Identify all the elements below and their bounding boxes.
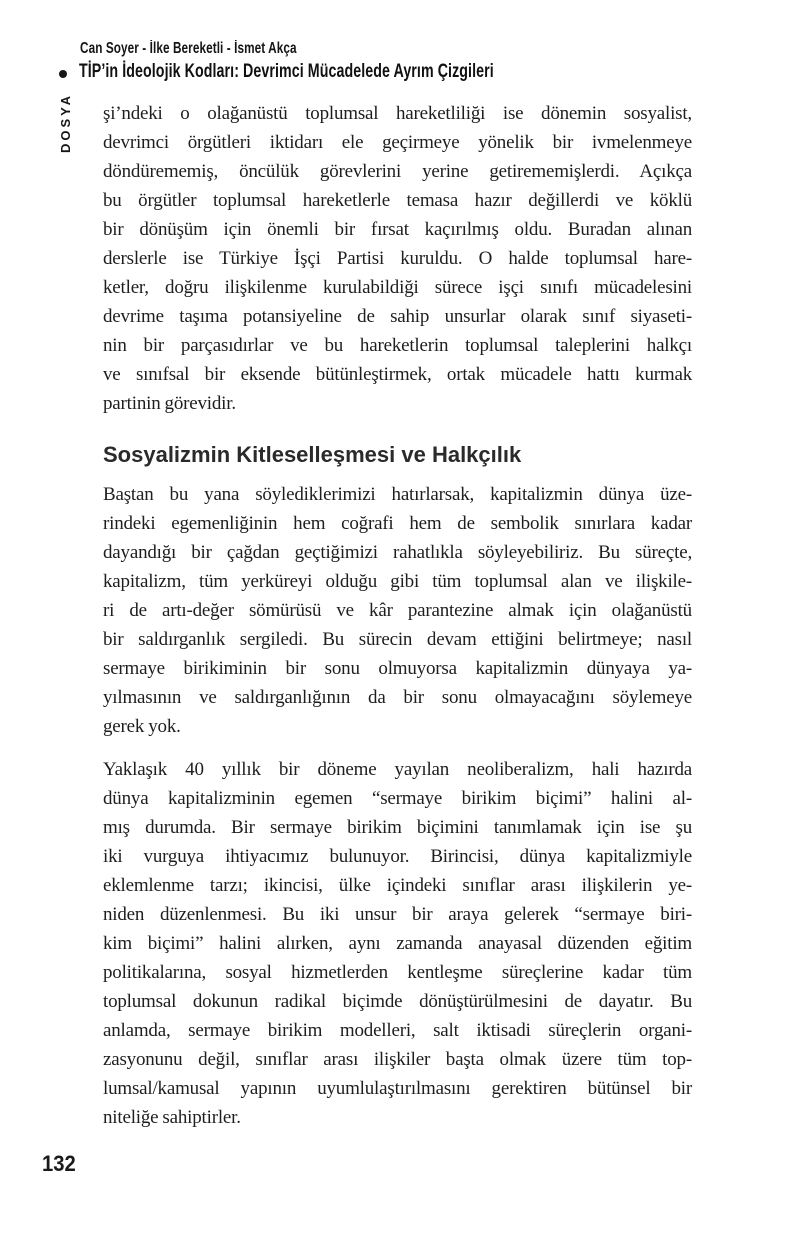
text-line: iki vurguya ihtiyacımız bulunuyor. Birincisi, dünya kapitalizmiyle [103, 846, 692, 867]
text-line: niden düzenlenmesi. Bu iki unsur bir araya gelerek “sermaye biri- [103, 904, 692, 925]
text-line: Yaklaşık 40 yıllık bir döneme yayılan neoliberalizm, hali hazırda [103, 759, 692, 780]
header-authors-row [80, 40, 365, 58]
text-line: toplumsal dokunun radikal biçimde dönüştürülmesini de dayatır. Bu [103, 991, 692, 1012]
text-line: Baştan bu yana söylediklerimizi hatırlarsak, kapitalizmin dünya üze- [103, 484, 692, 505]
header-article-title: TİP’in İdeolojik Kodları: Devrimci Mücadelede Ayrım Çizgileri [79, 60, 494, 82]
text-line: zasyonunu değil, sınıflar arası ilişkiler başta olmak üzere tüm top- [103, 1049, 692, 1070]
text-line: devrime taşıma potansiyeline de sahip unsurlar olarak sınıf siyaseti- [103, 306, 692, 327]
text-line: gerek yok. [103, 716, 181, 737]
page-body [103, 99, 692, 1132]
text-line: kapitalizm, tüm yerküreyi olduğu gibi tüm toplumsal alan ve ilişkile- [103, 571, 692, 592]
text-line: niteliğe sahiptirler. [103, 1107, 241, 1128]
text-line: ri de artı-değer sömürüsü ve kâr parantezine almak için olağanüstü [103, 600, 692, 621]
text-line: derslerle ise Türkiye İşçi Partisi kuruldu. O halde toplumsal hare- [103, 248, 692, 269]
text-line: devrimci örgütleri iktidarı ele geçirmeye yönelik bir ivmelenmeye [103, 132, 692, 153]
text-line: lumsal/kamusal yapının uyumlulaştırılmasını gerektiren bütünsel bir [103, 1078, 692, 1099]
text-line: politikalarına, sosyal hizmetlerden kentleşme süreçlerine kadar tüm [103, 962, 692, 983]
paragraph-2 [103, 480, 692, 741]
text-line: dayandığı bir çağdan geçtiğimizi rahatlıkla söyleyebiliriz. Bu süreçte, [103, 542, 692, 563]
text-line: nin bir parçasıdırlar ve bu hareketlerin toplumsal taleplerini halkçı [103, 335, 692, 356]
paragraph-3 [103, 755, 692, 1132]
text-line: sermaye birikiminin bir sonu olmuyorsa kapitalizmin dünyaya ya- [103, 658, 692, 679]
text-line: bu örgütler toplumsal hareketlerle temasa hazır değillerdi ve köklü [103, 190, 692, 211]
text-line: partinin görevidir. [103, 393, 236, 414]
text-line: bir dönüşüm için önemli bir fırsat kaçırılmış oldu. Buradan alınan [103, 219, 692, 240]
paragraph-1 [103, 99, 692, 418]
text-line: dünya kapitalizminin egemen “sermaye birikim biçimi” halini al- [103, 788, 692, 809]
text-line: rindeki egemenliğinin hem coğrafi hem de sembolik sınırlara kadar [103, 513, 692, 534]
header-authors: Can Soyer - İlke Bereketli - İsmet Akça [80, 40, 297, 57]
header-title-row [79, 61, 647, 83]
text-line: mış durumda. Bir sermaye birikim biçimini tanımlamak için ise şu [103, 817, 692, 838]
text-line: şi’ndeki o olağanüstü toplumsal hareketliliği ise dönemin sosyalist, [103, 103, 692, 124]
text-line: döndürememiş, öncülük görevlerini yerine getirememişlerdi. Açıkça [103, 161, 692, 182]
text-line: bir saldırganlık sergiledi. Bu sürecin devam ettiğini belirtmeye; nasıl [103, 629, 692, 650]
text-line: ve sınıfsal bir eksende bütünleştirmek, ortak mücadele hattı kurmak [103, 364, 692, 385]
page-number: 132 [42, 1151, 76, 1176]
bullet-icon [59, 70, 67, 78]
text-line: kim biçimi” halini alırken, aynı zamanda anayasal düzenden eğitim [103, 933, 692, 954]
text-line: eklemlenme tarzı; ikincisi, ülke içindeki sınıflar arası ilişkilerin ye- [103, 875, 692, 896]
text-line: anlamda, sermaye birikim modelleri, salt iktisadi süreçlerin organi- [103, 1020, 692, 1041]
text-line: yılmasının ve saldırganlığının da bir sonu olmayacağını söylemeye [103, 687, 692, 708]
sidebar-section-label: DOSYA [58, 92, 73, 153]
section-heading: Sosyalizmin Kitleselleşmesi ve Halkçılık [103, 442, 522, 467]
text-line: ketler, doğru ilişkilenme kurulabildiği sürece işçi sınıfı mücadelesini [103, 277, 692, 298]
